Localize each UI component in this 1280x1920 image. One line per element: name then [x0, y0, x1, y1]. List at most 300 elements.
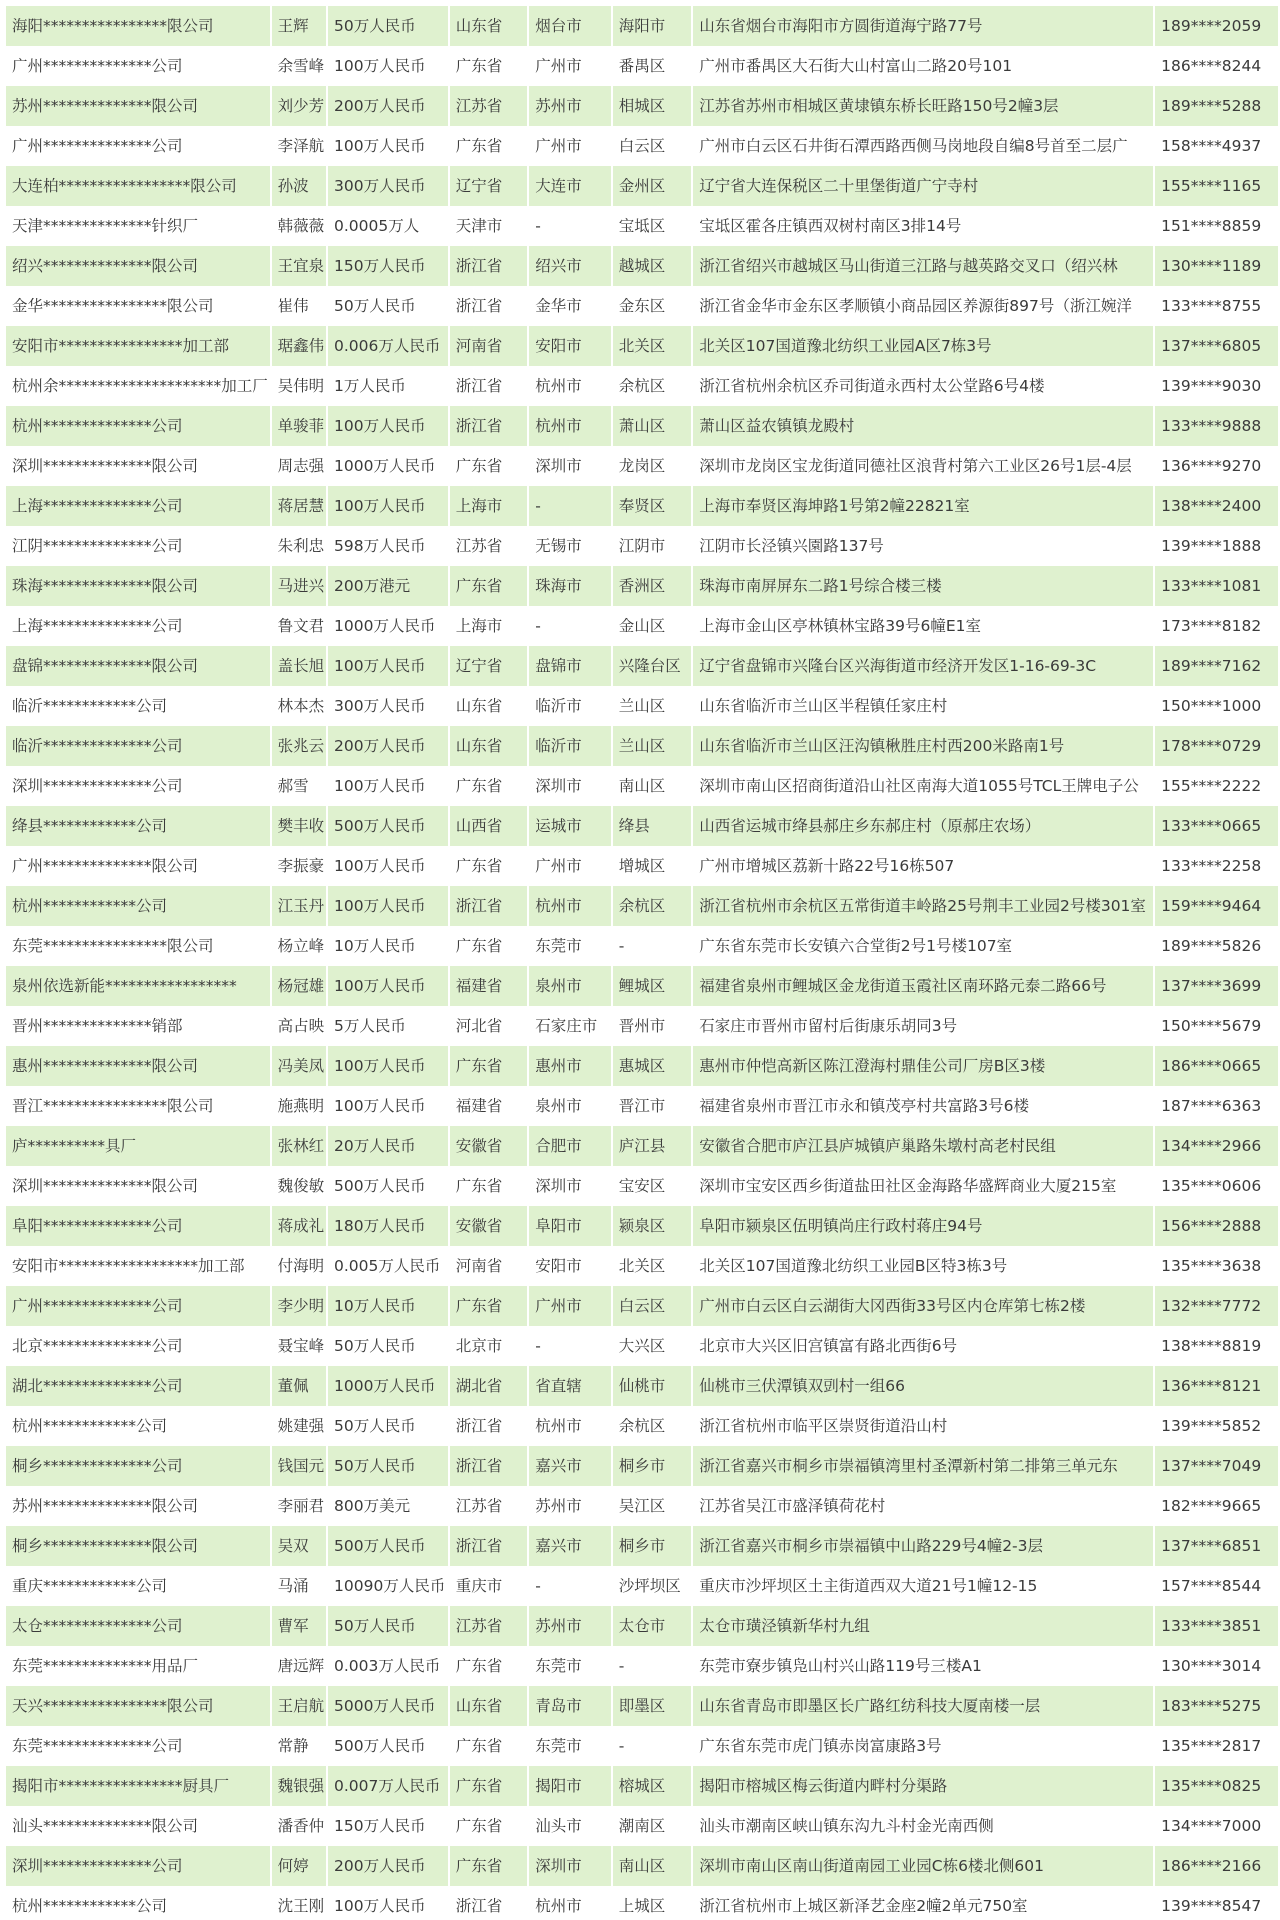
registered-capital-cell: 100万人民币	[328, 966, 448, 1006]
phone-cell: 139****8547	[1155, 1886, 1278, 1920]
legal-person-cell: 冯美凤	[272, 1046, 326, 1086]
legal-person-cell: 鲁文君	[272, 606, 326, 646]
legal-person-cell: 马进兴	[272, 566, 326, 606]
table-row	[6, 126, 1278, 166]
city-cell: 烟台市	[529, 6, 611, 46]
legal-person-cell: 张林红	[272, 1126, 326, 1166]
city-cell: 揭阳市	[529, 1766, 611, 1806]
table-row	[6, 606, 1278, 646]
legal-person-cell: 马涌	[272, 1566, 326, 1606]
phone-cell: 139****5852	[1155, 1406, 1278, 1446]
registered-capital-cell: 200万人民币	[328, 86, 448, 126]
legal-person-cell: 樊丰收	[272, 806, 326, 846]
city-cell: 安阳市	[529, 1246, 611, 1286]
address-cell: 宝坻区霍各庄镇西双树村南区3排14号	[693, 206, 1153, 246]
table-row	[6, 1046, 1278, 1086]
district-cell: 晋江市	[613, 1086, 691, 1126]
legal-person-cell: 郝雪	[272, 766, 326, 806]
phone-cell: 137****6851	[1155, 1526, 1278, 1566]
district-cell: 仙桃市	[613, 1366, 691, 1406]
registered-capital-cell: 100万人民币	[328, 846, 448, 886]
province-cell: 山东省	[450, 686, 527, 726]
company-name-cell: 阜阳**************公司	[6, 1206, 270, 1246]
table-row	[6, 326, 1278, 366]
legal-person-cell: 常静	[272, 1726, 326, 1766]
company-name-cell: 东莞****************限公司	[6, 926, 270, 966]
phone-cell: 134****2966	[1155, 1126, 1278, 1166]
registered-capital-cell: 100万人民币	[328, 1886, 448, 1920]
phone-cell: 136****9270	[1155, 446, 1278, 486]
city-cell: 泉州市	[529, 1086, 611, 1126]
company-name-cell: 临沂**************公司	[6, 726, 270, 766]
district-cell: 太仓市	[613, 1606, 691, 1646]
company-name-cell: 苏州**************限公司	[6, 1486, 270, 1526]
province-cell: 浙江省	[450, 406, 527, 446]
table-row	[6, 446, 1278, 486]
table-row	[6, 686, 1278, 726]
district-cell: -	[613, 1646, 691, 1686]
province-cell: 浙江省	[450, 366, 527, 406]
company-name-cell: 杭州************公司	[6, 1406, 270, 1446]
address-cell: 广州市白云区石井街石潭西路西侧马岗地段自编8号首至二层广	[693, 126, 1153, 166]
company-name-cell: 晋江****************限公司	[6, 1086, 270, 1126]
address-cell: 山东省烟台市海阳市方圆街道海宁路77号	[693, 6, 1153, 46]
city-cell: -	[529, 606, 611, 646]
district-cell: 余杭区	[613, 1406, 691, 1446]
city-cell: 珠海市	[529, 566, 611, 606]
address-cell: 浙江省杭州市余杭区五常街道丰岭路25号荆丰工业园2号楼301室	[693, 886, 1153, 926]
legal-person-cell: 韩薇薇	[272, 206, 326, 246]
legal-person-cell: 盖长旭	[272, 646, 326, 686]
registered-capital-cell: 20万人民币	[328, 1126, 448, 1166]
phone-cell: 189****7162	[1155, 646, 1278, 686]
province-cell: 广东省	[450, 1806, 527, 1846]
district-cell: 白云区	[613, 1286, 691, 1326]
city-cell: 杭州市	[529, 1406, 611, 1446]
legal-person-cell: 李振豪	[272, 846, 326, 886]
province-cell: 广东省	[450, 926, 527, 966]
address-cell: 萧山区益农镇镇龙殿村	[693, 406, 1153, 446]
legal-person-cell: 崔伟	[272, 286, 326, 326]
table-row	[6, 246, 1278, 286]
legal-person-cell: 吴伟明	[272, 366, 326, 406]
city-cell: 阜阳市	[529, 1206, 611, 1246]
table-row	[6, 1406, 1278, 1446]
address-cell: 太仓市璜泾镇新华村九组	[693, 1606, 1153, 1646]
phone-cell: 135****3638	[1155, 1246, 1278, 1286]
registered-capital-cell: 1万人民币	[328, 366, 448, 406]
phone-cell: 178****0729	[1155, 726, 1278, 766]
table-row	[6, 1606, 1278, 1646]
legal-person-cell: 琚鑫伟	[272, 326, 326, 366]
city-cell: 临沂市	[529, 726, 611, 766]
registered-capital-cell: 598万人民币	[328, 526, 448, 566]
table-row	[6, 646, 1278, 686]
province-cell: 山东省	[450, 6, 527, 46]
legal-person-cell: 魏俊敏	[272, 1166, 326, 1206]
table-row	[6, 1486, 1278, 1526]
district-cell: 庐江县	[613, 1126, 691, 1166]
district-cell: 萧山区	[613, 406, 691, 446]
legal-person-cell: 单骏菲	[272, 406, 326, 446]
registered-capital-cell: 100万人民币	[328, 646, 448, 686]
registered-capital-cell: 200万人民币	[328, 726, 448, 766]
phone-cell: 189****5826	[1155, 926, 1278, 966]
city-cell: 杭州市	[529, 886, 611, 926]
phone-cell: 186****2166	[1155, 1846, 1278, 1886]
city-cell: 广州市	[529, 846, 611, 886]
table-row	[6, 6, 1278, 46]
address-cell: 江苏省苏州市相城区黄埭镇东桥长旺路150号2幢3层	[693, 86, 1153, 126]
address-cell: 安徽省合肥市庐江县庐城镇庐巢路朱墩村高老村民组	[693, 1126, 1153, 1166]
registered-capital-cell: 50万人民币	[328, 286, 448, 326]
province-cell: 广东省	[450, 126, 527, 166]
address-cell: 江阴市长泾镇兴園路137号	[693, 526, 1153, 566]
address-cell: 广东省东莞市长安镇六合堂街2号1号楼107室	[693, 926, 1153, 966]
district-cell: 江阴市	[613, 526, 691, 566]
table-row	[6, 1006, 1278, 1046]
registered-capital-cell: 100万人民币	[328, 126, 448, 166]
phone-cell: 136****8121	[1155, 1366, 1278, 1406]
district-cell: 桐乡市	[613, 1446, 691, 1486]
district-cell: 龙岗区	[613, 446, 691, 486]
phone-cell: 135****2817	[1155, 1726, 1278, 1766]
legal-person-cell: 何婷	[272, 1846, 326, 1886]
table-row	[6, 286, 1278, 326]
phone-cell: 151****8859	[1155, 206, 1278, 246]
city-cell: 广州市	[529, 126, 611, 166]
province-cell: 江苏省	[450, 1486, 527, 1526]
company-name-cell: 桐乡**************公司	[6, 1446, 270, 1486]
table-row	[6, 1566, 1278, 1606]
legal-person-cell: 潘香仲	[272, 1806, 326, 1846]
city-cell: 杭州市	[529, 406, 611, 446]
address-cell: 北关区107国道豫北纺织工业园A区7栋3号	[693, 326, 1153, 366]
table-row	[6, 1126, 1278, 1166]
city-cell: 临沂市	[529, 686, 611, 726]
address-cell: 重庆市沙坪坝区土主街道西双大道21号1幢12-15	[693, 1566, 1153, 1606]
phone-cell: 155****2222	[1155, 766, 1278, 806]
table-row	[6, 1806, 1278, 1846]
city-cell: -	[529, 206, 611, 246]
province-cell: 广东省	[450, 846, 527, 886]
district-cell: 香洲区	[613, 566, 691, 606]
address-cell: 阜阳市颍泉区伍明镇尚庄行政村蒋庄94号	[693, 1206, 1153, 1246]
table-row	[6, 1686, 1278, 1726]
city-cell: 苏州市	[529, 1606, 611, 1646]
company-name-cell: 广州**************公司	[6, 1286, 270, 1326]
phone-cell: 139****1888	[1155, 526, 1278, 566]
phone-cell: 158****4937	[1155, 126, 1278, 166]
legal-person-cell: 付海明	[272, 1246, 326, 1286]
company-name-cell: 庐**********具厂	[6, 1126, 270, 1166]
district-cell: 上城区	[613, 1886, 691, 1920]
address-cell: 深圳市宝安区西乡街道盐田社区金海路华盛辉商业大厦215室	[693, 1166, 1153, 1206]
address-cell: 汕头市潮南区峡山镇东沟九斗村金光南西侧	[693, 1806, 1153, 1846]
district-cell: 兴隆台区	[613, 646, 691, 686]
table-row	[6, 1166, 1278, 1206]
province-cell: 河北省	[450, 1006, 527, 1046]
province-cell: 广东省	[450, 1646, 527, 1686]
company-name-cell: 湖北**************公司	[6, 1366, 270, 1406]
table-row	[6, 1206, 1278, 1246]
registered-capital-cell: 500万人民币	[328, 1726, 448, 1766]
legal-person-cell: 杨冠雄	[272, 966, 326, 1006]
address-cell: 福建省泉州市晋江市永和镇茂亭村共富路3号6楼	[693, 1086, 1153, 1126]
address-cell: 浙江省杭州余杭区乔司街道永西村太公堂路6号4楼	[693, 366, 1153, 406]
address-cell: 北京市大兴区旧宫镇富有路北西街6号	[693, 1326, 1153, 1366]
phone-cell: 133****2258	[1155, 846, 1278, 886]
legal-person-cell: 江玉丹	[272, 886, 326, 926]
table-row	[6, 966, 1278, 1006]
legal-person-cell: 施燕明	[272, 1086, 326, 1126]
province-cell: 浙江省	[450, 1886, 527, 1920]
phone-cell: 133****8755	[1155, 286, 1278, 326]
address-cell: 山东省临沂市兰山区汪沟镇楸胜庄村西200米路南1号	[693, 726, 1153, 766]
province-cell: 浙江省	[450, 886, 527, 926]
company-name-cell: 天兴****************限公司	[6, 1686, 270, 1726]
legal-person-cell: 沈王刚	[272, 1886, 326, 1920]
company-name-cell: 天津**************针织厂	[6, 206, 270, 246]
phone-cell: 155****1165	[1155, 166, 1278, 206]
province-cell: 辽宁省	[450, 166, 527, 206]
province-cell: 广东省	[450, 1846, 527, 1886]
address-cell: 深圳市龙岗区宝龙街道同德社区浪背村第六工业区26号1层-4层	[693, 446, 1153, 486]
province-cell: 浙江省	[450, 246, 527, 286]
province-cell: 广东省	[450, 1046, 527, 1086]
company-name-cell: 泉州依选新能*****************	[6, 966, 270, 1006]
table-row	[6, 1446, 1278, 1486]
registered-capital-cell: 50万人民币	[328, 1326, 448, 1366]
registered-capital-cell: 1000万人民币	[328, 606, 448, 646]
table-row	[6, 166, 1278, 206]
district-cell: 即墨区	[613, 1686, 691, 1726]
company-name-cell: 汕头**************限公司	[6, 1806, 270, 1846]
district-cell: 北关区	[613, 1246, 691, 1286]
registered-capital-cell: 100万人民币	[328, 406, 448, 446]
district-cell: 相城区	[613, 86, 691, 126]
phone-cell: 139****9030	[1155, 366, 1278, 406]
registered-capital-cell: 300万人民币	[328, 166, 448, 206]
address-cell: 浙江省杭州市上城区新泽艺金座2幢2单元750室	[693, 1886, 1153, 1920]
phone-cell: 133****3851	[1155, 1606, 1278, 1646]
phone-cell: 186****8244	[1155, 46, 1278, 86]
table-row	[6, 1846, 1278, 1886]
registered-capital-cell: 50万人民币	[328, 1406, 448, 1446]
address-cell: 石家庄市晋州市留村后街康乐胡同3号	[693, 1006, 1153, 1046]
registered-capital-cell: 0.005万人民币	[328, 1246, 448, 1286]
province-cell: 山西省	[450, 806, 527, 846]
registered-capital-cell: 100万人民币	[328, 1046, 448, 1086]
table-row	[6, 1886, 1278, 1920]
district-cell: 鲤城区	[613, 966, 691, 1006]
city-cell: -	[529, 486, 611, 526]
phone-cell: 173****8182	[1155, 606, 1278, 646]
district-cell: 沙坪坝区	[613, 1566, 691, 1606]
registered-capital-cell: 5000万人民币	[328, 1686, 448, 1726]
address-cell: 广州市白云区白云湖街大冈西街33号区内仓库第七栋2楼	[693, 1286, 1153, 1326]
district-cell: 奉贤区	[613, 486, 691, 526]
city-cell: 深圳市	[529, 1166, 611, 1206]
phone-cell: 130****3014	[1155, 1646, 1278, 1686]
district-cell: 越城区	[613, 246, 691, 286]
registered-capital-cell: 0.0005万人	[328, 206, 448, 246]
province-cell: 重庆市	[450, 1566, 527, 1606]
district-cell: 北关区	[613, 326, 691, 366]
phone-cell: 137****3699	[1155, 966, 1278, 1006]
registered-capital-cell: 150万人民币	[328, 1806, 448, 1846]
registered-capital-cell: 500万人民币	[328, 1166, 448, 1206]
table-row	[6, 926, 1278, 966]
company-name-cell: 深圳**************公司	[6, 766, 270, 806]
city-cell: 惠州市	[529, 1046, 611, 1086]
registered-capital-cell: 150万人民币	[328, 246, 448, 286]
phone-cell: 133****1081	[1155, 566, 1278, 606]
district-cell: 榕城区	[613, 1766, 691, 1806]
district-cell: 余杭区	[613, 366, 691, 406]
registered-capital-cell: 50万人民币	[328, 6, 448, 46]
phone-cell: 150****5679	[1155, 1006, 1278, 1046]
city-cell: 盘锦市	[529, 646, 611, 686]
phone-cell: 132****7772	[1155, 1286, 1278, 1326]
district-cell: 增城区	[613, 846, 691, 886]
registered-capital-cell: 800万美元	[328, 1486, 448, 1526]
province-cell: 广东省	[450, 566, 527, 606]
registered-capital-cell: 500万人民币	[328, 1526, 448, 1566]
company-name-cell: 重庆************公司	[6, 1566, 270, 1606]
table-body	[6, 6, 1278, 1920]
registered-capital-cell: 1000万人民币	[328, 1366, 448, 1406]
table-row	[6, 366, 1278, 406]
city-cell: 广州市	[529, 1286, 611, 1326]
legal-person-cell: 刘少芳	[272, 86, 326, 126]
city-cell: 东莞市	[529, 926, 611, 966]
phone-cell: 150****1000	[1155, 686, 1278, 726]
registered-capital-cell: 200万港元	[328, 566, 448, 606]
address-cell: 惠州市仲恺高新区陈江澄海村鼎佳公司厂房B区3楼	[693, 1046, 1153, 1086]
address-cell: 北关区107国道豫北纺织工业园B区特3栋3号	[693, 1246, 1153, 1286]
address-cell: 深圳市南山区招商街道沿山社区南海大道1055号TCL王牌电子公	[693, 766, 1153, 806]
company-name-cell: 上海**************公司	[6, 486, 270, 526]
company-name-cell: 上海**************公司	[6, 606, 270, 646]
table-row	[6, 1366, 1278, 1406]
legal-person-cell: 周志强	[272, 446, 326, 486]
legal-person-cell: 聂宝峰	[272, 1326, 326, 1366]
legal-person-cell: 朱利忠	[272, 526, 326, 566]
district-cell: 海阳市	[613, 6, 691, 46]
table-row	[6, 566, 1278, 606]
table-row	[6, 1326, 1278, 1366]
company-name-cell: 北京**************公司	[6, 1326, 270, 1366]
city-cell: 合肥市	[529, 1126, 611, 1166]
district-cell: 南山区	[613, 1846, 691, 1886]
district-cell: -	[613, 926, 691, 966]
phone-cell: 189****5288	[1155, 86, 1278, 126]
registered-capital-cell: 0.007万人民币	[328, 1766, 448, 1806]
address-cell: 珠海市南屏屏东二路1号综合楼三楼	[693, 566, 1153, 606]
district-cell: 余杭区	[613, 886, 691, 926]
address-cell: 山东省临沂市兰山区半程镇任家庄村	[693, 686, 1153, 726]
address-cell: 上海市金山区亭林镇林宝路39号6幢E1室	[693, 606, 1153, 646]
table-row	[6, 1726, 1278, 1766]
province-cell: 浙江省	[450, 1526, 527, 1566]
phone-cell: 186****0665	[1155, 1046, 1278, 1086]
company-name-cell: 东莞**************用品厂	[6, 1646, 270, 1686]
table-row	[6, 886, 1278, 926]
table-row	[6, 846, 1278, 886]
address-cell: 浙江省杭州市临平区崇贤街道沿山村	[693, 1406, 1153, 1446]
district-cell: 潮南区	[613, 1806, 691, 1846]
address-cell: 山东省青岛市即墨区长广路红纺科技大厦南楼一层	[693, 1686, 1153, 1726]
address-cell: 上海市奉贤区海坤路1号第2幢22821室	[693, 486, 1153, 526]
table-row	[6, 86, 1278, 126]
address-cell: 广东省东莞市虎门镇赤岗富康路3号	[693, 1726, 1153, 1766]
city-cell: 无锡市	[529, 526, 611, 566]
province-cell: 浙江省	[450, 1446, 527, 1486]
address-cell: 福建省泉州市鲤城区金龙街道玉霞社区南环路元泰二路66号	[693, 966, 1153, 1006]
company-name-cell: 盘锦**************限公司	[6, 646, 270, 686]
address-cell: 浙江省嘉兴市桐乡市崇福镇中山路229号4幢2-3层	[693, 1526, 1153, 1566]
province-cell: 河南省	[450, 326, 527, 366]
table-row	[6, 726, 1278, 766]
province-cell: 广东省	[450, 1726, 527, 1766]
district-cell: 金东区	[613, 286, 691, 326]
city-cell: 金华市	[529, 286, 611, 326]
province-cell: 江苏省	[450, 1606, 527, 1646]
registered-capital-cell: 50万人民币	[328, 1606, 448, 1646]
city-cell: 深圳市	[529, 766, 611, 806]
district-cell: 南山区	[613, 766, 691, 806]
phone-cell: 137****7049	[1155, 1446, 1278, 1486]
phone-cell: 183****5275	[1155, 1686, 1278, 1726]
province-cell: 江苏省	[450, 526, 527, 566]
legal-person-cell: 李丽君	[272, 1486, 326, 1526]
registered-capital-cell: 5万人民币	[328, 1006, 448, 1046]
company-name-cell: 杭州************公司	[6, 886, 270, 926]
registered-capital-cell: 10万人民币	[328, 926, 448, 966]
company-name-cell: 杭州**************公司	[6, 406, 270, 446]
district-cell: 白云区	[613, 126, 691, 166]
province-cell: 河南省	[450, 1246, 527, 1286]
city-cell: 苏州市	[529, 1486, 611, 1526]
phone-cell: 134****7000	[1155, 1806, 1278, 1846]
province-cell: 广东省	[450, 1286, 527, 1326]
district-cell: 绛县	[613, 806, 691, 846]
registered-capital-cell: 1000万人民币	[328, 446, 448, 486]
city-cell: 泉州市	[529, 966, 611, 1006]
registered-capital-cell: 100万人民币	[328, 766, 448, 806]
address-cell: 东莞市寮步镇凫山村兴山路119号三楼A1	[693, 1646, 1153, 1686]
phone-cell: 138****8819	[1155, 1326, 1278, 1366]
city-cell: 青岛市	[529, 1686, 611, 1726]
phone-cell: 187****6363	[1155, 1086, 1278, 1126]
legal-person-cell: 李少明	[272, 1286, 326, 1326]
company-name-cell: 深圳**************限公司	[6, 446, 270, 486]
company-name-cell: 安阳市******************加工部	[6, 1246, 270, 1286]
table-row	[6, 1766, 1278, 1806]
district-cell: 兰山区	[613, 686, 691, 726]
province-cell: 天津市	[450, 206, 527, 246]
city-cell: 苏州市	[529, 86, 611, 126]
city-cell: -	[529, 1326, 611, 1366]
company-name-cell: 桐乡**************限公司	[6, 1526, 270, 1566]
legal-person-cell: 林本杰	[272, 686, 326, 726]
table-row	[6, 1246, 1278, 1286]
district-cell: 番禺区	[613, 46, 691, 86]
city-cell: 广州市	[529, 46, 611, 86]
province-cell: 广东省	[450, 1766, 527, 1806]
district-cell: 惠城区	[613, 1046, 691, 1086]
